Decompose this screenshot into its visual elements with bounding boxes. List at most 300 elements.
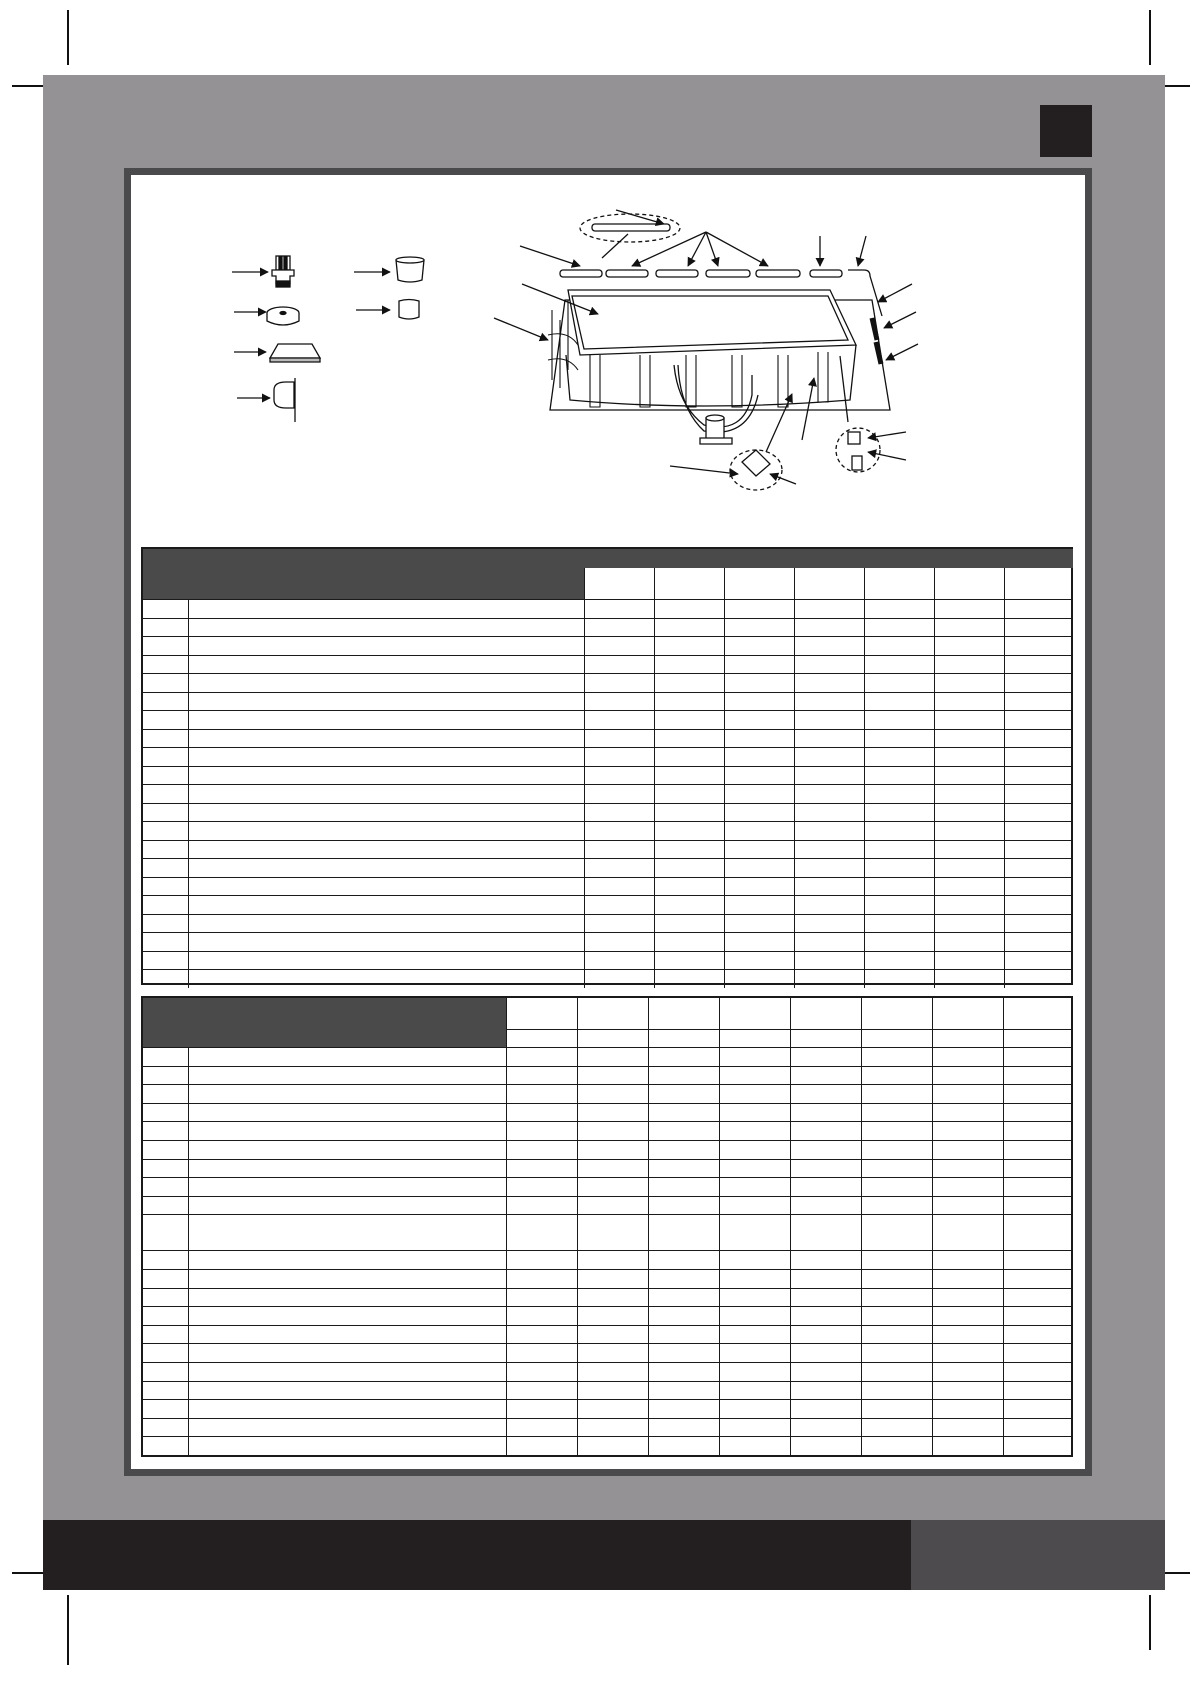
table1-row-quantity — [1004, 878, 1073, 896]
table2-row-quantity — [932, 1307, 1003, 1325]
table1-row — [143, 914, 1071, 933]
table1-row-number — [143, 619, 188, 637]
table1-row-quantity — [1004, 933, 1073, 951]
table2-row-quantity — [506, 1326, 577, 1344]
table2-row — [143, 1177, 1071, 1196]
table2-row-quantity — [577, 1363, 648, 1381]
table2-row-quantity — [648, 1307, 719, 1325]
table1-row-number — [143, 711, 188, 729]
table2-row-quantity — [1003, 1048, 1073, 1066]
crop-mark-icon — [1149, 1595, 1151, 1650]
table2-row-description — [188, 1104, 506, 1122]
table1-row-quantity — [934, 933, 1004, 951]
table2-row-quantity — [932, 1104, 1003, 1122]
table1-row-quantity — [934, 822, 1004, 840]
table1-row-quantity — [934, 785, 1004, 803]
table2-row-quantity — [506, 1270, 577, 1288]
table1-row-quantity — [724, 600, 794, 618]
table2-row-quantity — [719, 1326, 790, 1344]
table2-row-quantity — [861, 1141, 932, 1159]
table1-row-quantity — [584, 878, 654, 896]
table2-row-quantity — [861, 1048, 932, 1066]
table2-row-quantity — [790, 1067, 861, 1085]
table1-row-description — [188, 841, 584, 859]
table2-row-quantity — [648, 1289, 719, 1307]
table1-row-quantity — [654, 933, 724, 951]
table2-row-number — [143, 1104, 188, 1122]
table1-row-quantity — [1004, 841, 1073, 859]
table2-row-description — [188, 1122, 506, 1140]
table2-row-quantity — [506, 1160, 577, 1178]
table2-row-number — [143, 1215, 188, 1250]
table2-row — [143, 1343, 1071, 1362]
table1-model-column-header — [934, 568, 1004, 599]
table2-row-quantity — [577, 1160, 648, 1178]
table2-row-quantity — [648, 1419, 719, 1437]
table2-row-number — [143, 1289, 188, 1307]
table1-row-quantity — [864, 748, 934, 766]
table1-row-number — [143, 600, 188, 618]
table2-row-quantity — [648, 1141, 719, 1159]
table1-row-quantity — [794, 970, 864, 988]
table2-row-quantity — [932, 1419, 1003, 1437]
table2-row-quantity — [1003, 1289, 1073, 1307]
table2-row-quantity — [719, 1382, 790, 1400]
table2-row-quantity — [1003, 1326, 1073, 1344]
table2-row-quantity — [1003, 1400, 1073, 1418]
table2-row-quantity — [506, 1419, 577, 1437]
table2-row — [143, 1196, 1071, 1215]
table1-row-quantity — [794, 748, 864, 766]
table1-row-quantity — [934, 915, 1004, 933]
table1-row-quantity — [724, 878, 794, 896]
table2-row-quantity — [648, 1160, 719, 1178]
table1-row-quantity — [794, 730, 864, 748]
table1-row-quantity — [864, 804, 934, 822]
table1-row-quantity — [584, 896, 654, 914]
table2-row-quantity — [861, 1122, 932, 1140]
table1-row-quantity — [934, 637, 1004, 655]
table1-row-number — [143, 859, 188, 877]
table2-row-quantity — [861, 1363, 932, 1381]
table2-row-quantity — [861, 1215, 932, 1250]
table1-row-quantity — [654, 915, 724, 933]
table2-row-quantity — [648, 1382, 719, 1400]
table1-row-quantity — [1004, 600, 1073, 618]
table2-row-quantity — [790, 1251, 861, 1269]
spare-part-icon — [354, 257, 424, 282]
table2-row-quantity — [932, 1382, 1003, 1400]
table2-row-quantity — [648, 1437, 719, 1455]
table2-row-quantity — [932, 1141, 1003, 1159]
table1-row-quantity — [864, 600, 934, 618]
table2-row-quantity — [506, 1437, 577, 1455]
table1-row-quantity — [654, 896, 724, 914]
table1-row-quantity — [584, 730, 654, 748]
table1-row-quantity — [724, 674, 794, 692]
table2-row — [143, 1381, 1071, 1400]
table1-row-number — [143, 785, 188, 803]
table1-row-quantity — [794, 600, 864, 618]
table1-row-description — [188, 933, 584, 951]
table1-row-quantity — [794, 915, 864, 933]
footer-bar — [43, 1520, 911, 1590]
table1-row-quantity — [864, 933, 934, 951]
table2-row-quantity — [577, 1307, 648, 1325]
table2-row-description — [188, 1382, 506, 1400]
table1-row-quantity — [864, 711, 934, 729]
table1-row — [143, 969, 1071, 988]
table2-row-quantity — [790, 1326, 861, 1344]
table1-row-quantity — [724, 841, 794, 859]
table2-row-quantity — [719, 1160, 790, 1178]
table1-row-quantity — [934, 767, 1004, 785]
table1-row-quantity — [794, 693, 864, 711]
table1-row-number — [143, 952, 188, 970]
table2-row-number — [143, 1251, 188, 1269]
table2-row-quantity — [648, 1067, 719, 1085]
table2-row-quantity — [506, 1197, 577, 1215]
table2-row-quantity — [1003, 1437, 1073, 1455]
table2-row-quantity — [506, 1400, 577, 1418]
table1-row-quantity — [864, 637, 934, 655]
table1-row-quantity — [794, 656, 864, 674]
table2-row-quantity — [577, 1178, 648, 1196]
table1-row-quantity — [864, 656, 934, 674]
table1-row-quantity — [934, 730, 1004, 748]
table1-row — [143, 710, 1071, 729]
table1-row-quantity — [654, 637, 724, 655]
table1-row-description — [188, 970, 584, 988]
table2-row-quantity — [861, 1307, 932, 1325]
table1-row-quantity — [724, 693, 794, 711]
table2-row-quantity — [790, 1197, 861, 1215]
table1-row-quantity — [864, 785, 934, 803]
table2-row-quantity — [648, 1122, 719, 1140]
table1-row-quantity — [864, 693, 934, 711]
table2-row-description — [188, 1419, 506, 1437]
table1-row-quantity — [654, 693, 724, 711]
table2-row-quantity — [719, 1344, 790, 1362]
table2-row-quantity — [790, 1307, 861, 1325]
table2-row-description — [188, 1067, 506, 1085]
table2-row-quantity — [648, 1215, 719, 1250]
table2-row-quantity — [790, 1048, 861, 1066]
table2-row-description — [188, 1270, 506, 1288]
table1-row-quantity — [654, 859, 724, 877]
table1-model-column-header — [794, 568, 864, 599]
table1-row-quantity — [934, 656, 1004, 674]
table2-row-quantity — [932, 1289, 1003, 1307]
table1-row — [143, 803, 1071, 822]
table1-row-description — [188, 656, 584, 674]
table2-row-number — [143, 1419, 188, 1437]
table2-model-column-header — [648, 998, 719, 1047]
table1-row-quantity — [864, 915, 934, 933]
table2-row-quantity — [1003, 1270, 1073, 1288]
table1-row-quantity — [584, 933, 654, 951]
table1-row — [143, 692, 1071, 711]
table1-row — [143, 840, 1071, 859]
table1-row-quantity — [1004, 693, 1073, 711]
table2-row-quantity — [861, 1419, 932, 1437]
table2-row-quantity — [790, 1178, 861, 1196]
table2-row-quantity — [932, 1197, 1003, 1215]
table2-row-quantity — [932, 1215, 1003, 1250]
table1-row-quantity — [934, 878, 1004, 896]
table2-row-number — [143, 1382, 188, 1400]
table1-row-quantity — [1004, 915, 1073, 933]
table1-row-quantity — [724, 804, 794, 822]
table1-row-quantity — [584, 656, 654, 674]
table2-row-quantity — [719, 1067, 790, 1085]
table2-row-quantity — [719, 1141, 790, 1159]
table2-row-number — [143, 1197, 188, 1215]
table1-row-quantity — [584, 600, 654, 618]
table1-row-quantity — [724, 952, 794, 970]
table1-row-quantity — [654, 711, 724, 729]
table2-row-quantity — [932, 1067, 1003, 1085]
table1-row-description — [188, 804, 584, 822]
table2-row-quantity — [790, 1270, 861, 1288]
table1-row-quantity — [654, 785, 724, 803]
table2-row-description — [188, 1363, 506, 1381]
table2-row — [143, 1066, 1071, 1085]
pool-frame-diagram-icon — [548, 290, 890, 444]
table1-row-number — [143, 767, 188, 785]
table1-model-column-header — [864, 568, 934, 599]
table2-row-quantity — [790, 1122, 861, 1140]
table1-header-no — [143, 549, 189, 599]
table2-row — [143, 1436, 1071, 1455]
table2-row-quantity — [1003, 1419, 1073, 1437]
table2-row-number — [143, 1048, 188, 1066]
table2-row-quantity — [719, 1178, 790, 1196]
table2-row-number — [143, 1326, 188, 1344]
table1-row — [143, 877, 1071, 896]
table1-row — [143, 636, 1071, 655]
table1-row-quantity — [794, 896, 864, 914]
table1-row-quantity — [724, 785, 794, 803]
table1-row-description — [188, 730, 584, 748]
table2-row-quantity — [790, 1141, 861, 1159]
table2-row-quantity — [506, 1382, 577, 1400]
table2-row-quantity — [1003, 1085, 1073, 1103]
table1-row-quantity — [654, 730, 724, 748]
table1-row-number — [143, 896, 188, 914]
table1-row-quantity — [794, 804, 864, 822]
table2-row-quantity — [506, 1085, 577, 1103]
table2-row-description — [188, 1048, 506, 1066]
table1-row-quantity — [1004, 970, 1073, 988]
table1-row-quantity — [654, 822, 724, 840]
table1-row — [143, 747, 1071, 766]
table1-row-quantity — [1004, 711, 1073, 729]
table1-row-quantity — [864, 859, 934, 877]
table1-row-number — [143, 674, 188, 692]
table1-row-quantity — [654, 748, 724, 766]
table2-row-quantity — [719, 1104, 790, 1122]
table2-row-quantity — [648, 1363, 719, 1381]
table1-row-quantity — [584, 822, 654, 840]
table2-row-quantity — [648, 1251, 719, 1269]
table2-row-quantity — [790, 1419, 861, 1437]
table2-row-quantity — [932, 1178, 1003, 1196]
table1-row-quantity — [934, 693, 1004, 711]
table1-row-quantity — [724, 933, 794, 951]
table2-row-description — [188, 1307, 506, 1325]
table1-row — [143, 784, 1071, 803]
table1-model-column-header — [584, 568, 654, 599]
table1-model-column-header — [654, 568, 724, 599]
table2-row-quantity — [932, 1160, 1003, 1178]
table2-row-quantity — [577, 1382, 648, 1400]
table2-row-quantity — [932, 1251, 1003, 1269]
table2-row-quantity — [719, 1251, 790, 1269]
table2-row-description — [188, 1437, 506, 1455]
table2-row — [143, 1047, 1071, 1066]
table1-row-quantity — [724, 896, 794, 914]
table2-row-quantity — [506, 1178, 577, 1196]
table1-model-column-header — [1004, 568, 1073, 599]
table1-row-quantity — [724, 859, 794, 877]
table2-row-quantity — [719, 1419, 790, 1437]
table2-header-divider — [506, 1029, 1073, 1030]
table1-row-quantity — [794, 933, 864, 951]
table2-row-quantity — [861, 1067, 932, 1085]
table2-row-quantity — [577, 1197, 648, 1215]
table2-row-description — [188, 1141, 506, 1159]
table2-row-quantity — [648, 1104, 719, 1122]
table2-row — [143, 1288, 1071, 1307]
table2-row-quantity — [719, 1215, 790, 1250]
table2-row-quantity — [1003, 1122, 1073, 1140]
table1-header-description — [188, 549, 584, 599]
table2-row-quantity — [648, 1178, 719, 1196]
table2-row-quantity — [1003, 1104, 1073, 1122]
table1-row-quantity — [864, 952, 934, 970]
spare-part-icon — [232, 256, 294, 287]
table2-row-quantity — [1003, 1215, 1073, 1250]
table2-row-quantity — [790, 1215, 861, 1250]
table2-row-quantity — [790, 1437, 861, 1455]
table2-row-description — [188, 1326, 506, 1344]
table1-row-quantity — [1004, 952, 1073, 970]
table2-row-number — [143, 1178, 188, 1196]
table1-row-quantity — [584, 952, 654, 970]
table1-row-description — [188, 878, 584, 896]
table1-row-description — [188, 896, 584, 914]
table2-row — [143, 1325, 1071, 1344]
table2-row-quantity — [506, 1363, 577, 1381]
table1-row — [143, 673, 1071, 692]
table2-row-quantity — [932, 1400, 1003, 1418]
table1-row-quantity — [794, 952, 864, 970]
table2-row-quantity — [577, 1437, 648, 1455]
table2-row — [143, 1214, 1071, 1250]
table2-row-quantity — [577, 1326, 648, 1344]
table2-row-description — [188, 1400, 506, 1418]
table1-row-quantity — [1004, 767, 1073, 785]
table2-row-number — [143, 1270, 188, 1288]
table2-model-column-header — [506, 998, 577, 1047]
table1-row-quantity — [864, 841, 934, 859]
table1-row-number — [143, 748, 188, 766]
table1-row-quantity — [654, 952, 724, 970]
table2-row-quantity — [1003, 1363, 1073, 1381]
table2-row-quantity — [719, 1270, 790, 1288]
table2-row-quantity — [1003, 1067, 1073, 1085]
table1-row-quantity — [934, 674, 1004, 692]
table2-row-quantity — [719, 1197, 790, 1215]
table1-row — [143, 858, 1071, 877]
table1-row-quantity — [654, 600, 724, 618]
table1-row-quantity — [654, 841, 724, 859]
table2-row-quantity — [506, 1215, 577, 1250]
table1-row-quantity — [934, 841, 1004, 859]
table1-model-column-header — [724, 568, 794, 599]
table1-row-quantity — [794, 637, 864, 655]
spare-part-icon — [237, 378, 295, 422]
table1-row-quantity — [864, 619, 934, 637]
table2-row-quantity — [932, 1326, 1003, 1344]
table2-row-quantity — [648, 1085, 719, 1103]
table1-row — [143, 729, 1071, 748]
table1-row — [143, 599, 1071, 618]
table2-row-quantity — [790, 1382, 861, 1400]
table1-row-quantity — [1004, 637, 1073, 655]
table1-row-description — [188, 748, 584, 766]
table2-row-quantity — [790, 1363, 861, 1381]
table1-row-description — [188, 619, 584, 637]
table2-row-number — [143, 1141, 188, 1159]
table2-row-quantity — [861, 1437, 932, 1455]
crop-mark-icon — [67, 1595, 69, 1665]
table1-row-quantity — [654, 674, 724, 692]
table2-row-quantity — [577, 1419, 648, 1437]
table2-row-quantity — [719, 1122, 790, 1140]
table2-row-quantity — [1003, 1141, 1073, 1159]
spare-part-icon — [234, 344, 320, 362]
table1-row-quantity — [584, 859, 654, 877]
table1-row-quantity — [724, 767, 794, 785]
table2-row-quantity — [932, 1344, 1003, 1362]
table2-row-number — [143, 1437, 188, 1455]
table1-row-quantity — [794, 785, 864, 803]
table1-row-description — [188, 767, 584, 785]
table2-row-quantity — [861, 1104, 932, 1122]
table2-row-quantity — [506, 1307, 577, 1325]
table2-row-quantity — [861, 1251, 932, 1269]
table1-row-quantity — [1004, 619, 1073, 637]
spare-part-icon — [234, 307, 299, 325]
table1-row — [143, 951, 1071, 970]
table2-row-quantity — [506, 1067, 577, 1085]
table2-row-description — [188, 1344, 506, 1362]
table1-row-quantity — [584, 785, 654, 803]
table1-row-description — [188, 915, 584, 933]
table2-row — [143, 1084, 1071, 1103]
table2-row — [143, 1418, 1071, 1437]
table2-model-column-header — [719, 998, 790, 1047]
table1-row-quantity — [1004, 859, 1073, 877]
table1-row-number — [143, 933, 188, 951]
table2-row-quantity — [648, 1197, 719, 1215]
table1-row-number — [143, 730, 188, 748]
table2-row-number — [143, 1400, 188, 1418]
table1-row-quantity — [584, 674, 654, 692]
table1-row-quantity — [654, 878, 724, 896]
